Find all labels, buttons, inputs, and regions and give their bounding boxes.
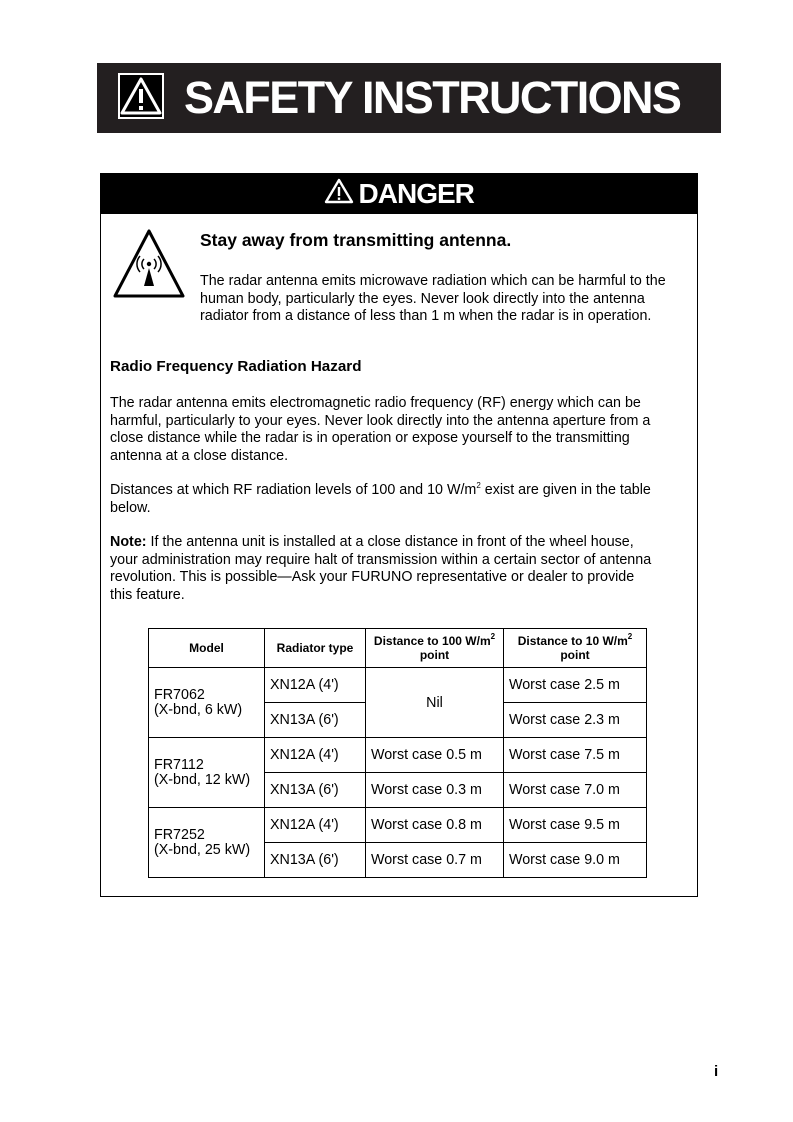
distance-10-cell: Worst case 2.5 m [504, 668, 647, 703]
page-number: i [714, 1063, 719, 1080]
model-cell: FR7112 (X-bnd, 12 kW) [149, 738, 265, 808]
table-header-row [149, 629, 647, 668]
distance-100-cell: Worst case 0.8 m [366, 808, 504, 843]
distance-100-cell: Worst case 0.7 m [366, 843, 504, 878]
table-row [149, 808, 647, 843]
stay-away-title: Stay away from transmitting antenna. [200, 230, 512, 250]
distance-10-cell: Worst case 9.5 m [504, 808, 647, 843]
distance-100-cell: Worst case 0.5 m [366, 738, 504, 773]
radiator-cell: XN13A (6') [265, 843, 366, 878]
distance-10-cell: Worst case 2.3 m [504, 703, 647, 738]
radiator-cell: XN12A (4') [265, 808, 366, 843]
radiator-cell: XN13A (6') [265, 773, 366, 808]
rf-hazard-title: Radio Frequency Radiation Hazard [110, 358, 362, 375]
distance-10-cell: Worst case 9.0 m [504, 843, 647, 878]
radiator-cell: XN13A (6') [265, 703, 366, 738]
model-cell: FR7062 (X-bnd, 6 kW) [149, 668, 265, 738]
warning-icon [324, 178, 354, 204]
distance-100-cell: Nil [366, 668, 504, 738]
radiation-warning-icon [112, 228, 186, 300]
model-cell: FR7252 (X-bnd, 25 kW) [149, 808, 265, 878]
note-text: Note: If the antenna unit is installed at a close distance in front of the wheel house, your administration may require halt of transmission within a certain sector of antenna revolution. This is possible—Ask your FURUNO representative or dealer to provide this feature. [110, 534, 652, 603]
radiator-cell: XN12A (4') [265, 668, 366, 703]
page-title: SAFETY INSTRUCTIONS [184, 72, 681, 123]
col-model: Model [149, 629, 265, 668]
col-distance-100: Distance to 100 $W/m^2$ point [366, 629, 504, 668]
warning-icon [118, 73, 164, 119]
col-radiator-type: Radiator type [265, 629, 366, 668]
note-label: Note: [110, 534, 147, 550]
distances-text: Distances at which RF radiation levels of 100 and 10 $W/m^2$ exist are given in the table below. [110, 481, 651, 516]
distance-10-cell: Worst case 7.0 m [504, 773, 647, 808]
col-distance-10: Distance to 10 $W/m^2$ point [504, 629, 647, 668]
rf-hazard-text: The radar antenna emits electromagnetic radio frequency (RF) energy which can be harmful, particularly to your eyes. Never look directly into the antenna aperture from a close distance while the radar is in operation or expose yourself to the transmitting antenna at a close distance. [110, 395, 651, 464]
rf-distance-table [148, 628, 647, 878]
table-row [149, 738, 647, 773]
stay-away-text: The radar antenna emits microwave radiation which can be harmful to the human body, particularly the eyes. Never look directly into the antenna radiator from a distance of less than 1 m when the radar is in operation. [200, 273, 666, 325]
table-row [149, 668, 647, 703]
danger-label [101, 174, 697, 214]
radiator-cell: XN12A (4') [265, 738, 366, 773]
distance-100-cell: Worst case 0.3 m [366, 773, 504, 808]
danger-title: DANGER [358, 178, 474, 209]
distance-10-cell: Worst case 7.5 m [504, 738, 647, 773]
